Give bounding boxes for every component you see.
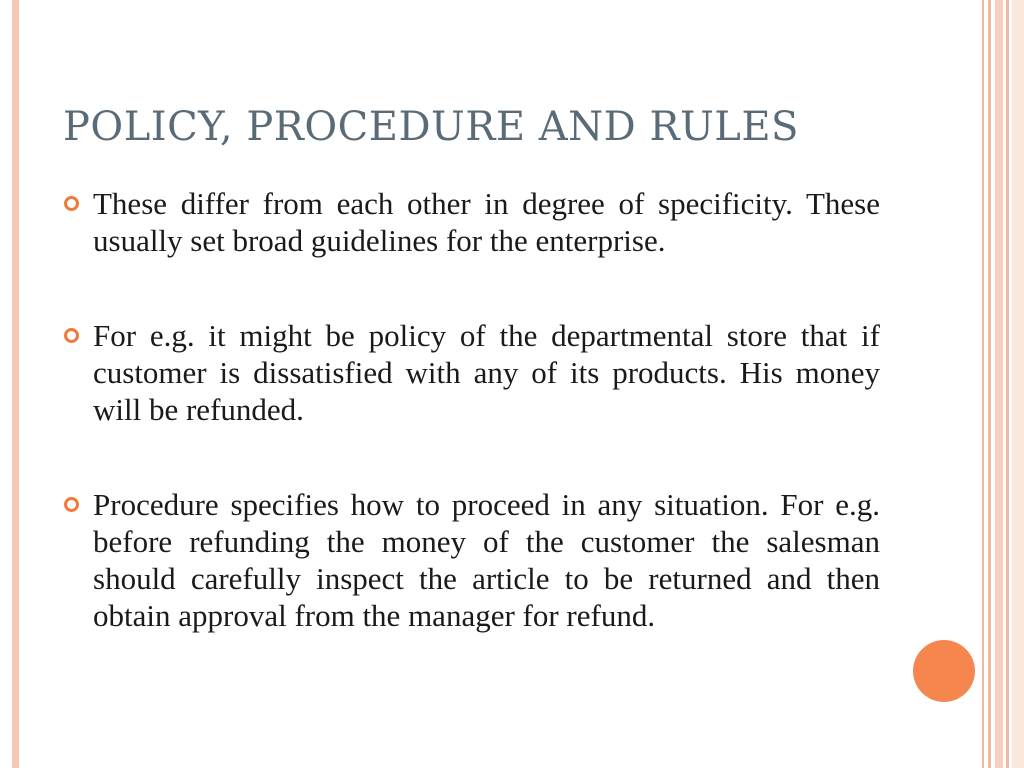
bullet-item: [62, 185, 880, 259]
ring-bullet-icon: [64, 497, 79, 512]
bullet-text: These differ from each other in degree of specificity. These usually set broad guidelines for the enterprise.: [93, 186, 880, 258]
orange-circle-decoration: [913, 640, 975, 702]
slide-title: POLICY, PROCEDURE AND RULES: [63, 104, 799, 150]
ring-bullet-icon: [64, 196, 79, 211]
right-frame-lines: [976, 0, 1024, 768]
bullet-item: [62, 317, 880, 428]
bullet-text: Procedure specifies how to proceed in any situation. For e.g. before refunding the money of the customer the salesman should carefully inspect the article to be returned and then obtain approval from the manager for refund.: [93, 487, 880, 633]
bullet-text: For e.g. it might be policy of the departmental store that if customer is dissatisfied with any of its products. His money will be refunded.: [93, 318, 880, 427]
right-frame-line: [1006, 0, 1009, 768]
right-frame-line: [988, 0, 991, 768]
right-frame-line: [982, 0, 984, 768]
right-frame-line: [1012, 0, 1024, 768]
bullet-item: [62, 486, 880, 634]
left-frame-line: [12, 0, 19, 768]
right-frame-line: [995, 0, 1003, 768]
ring-bullet-icon: [64, 328, 79, 343]
bullet-list: [62, 185, 880, 634]
